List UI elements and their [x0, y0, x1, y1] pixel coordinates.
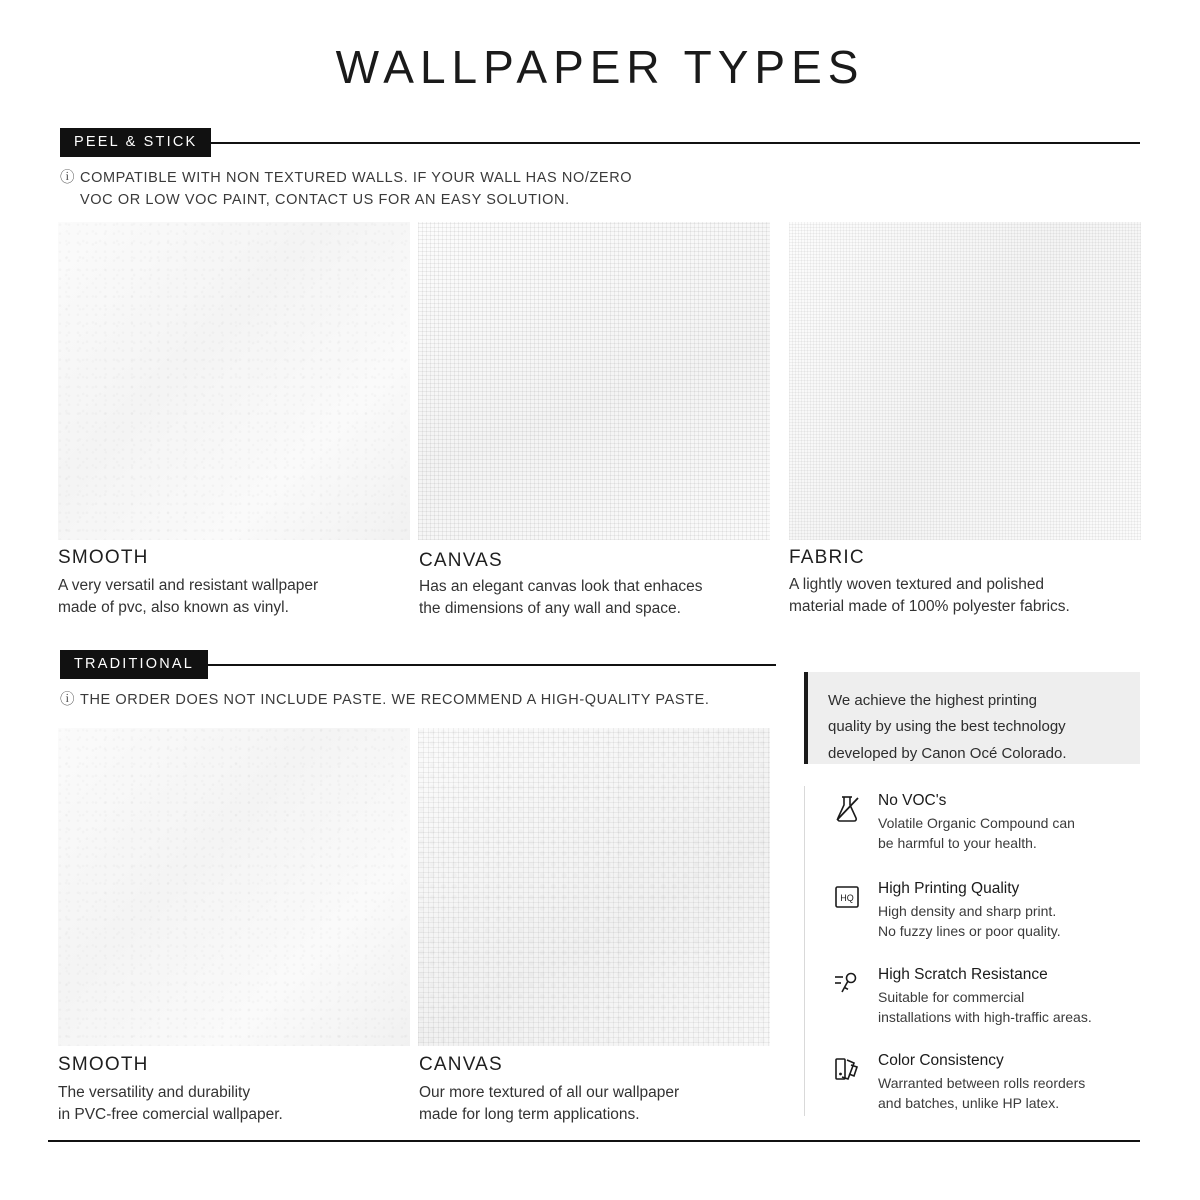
swatch-desc-line-1: Has an elegant canvas look that enhaces [419, 578, 703, 595]
feature-desc [878, 1073, 1085, 1114]
note-line-1: THE ORDER DOES NOT INCLUDE PASTE. WE RECOMMEND A HIGH-QUALITY PASTE. [80, 692, 710, 708]
section-divider [208, 664, 776, 666]
footer-divider [48, 1140, 1140, 1142]
page-title: WALLPAPER TYPES [335, 41, 865, 93]
feature-title: High Scratch Resistance [878, 966, 1048, 983]
scratch-resistance-icon [830, 966, 864, 1000]
color-swatch-icon [830, 1052, 864, 1086]
note-line-2: VOC OR LOW VOC PAINT, CONTACT US FOR AN EASY SOLUTION. [80, 191, 570, 208]
quote-line-1: We achieve the highest printing [828, 692, 1038, 709]
feature-desc-line-2: installations with high-traffic areas. [878, 1009, 1092, 1026]
feature-title: High Printing Quality [878, 880, 1020, 897]
feature-desc [878, 813, 1075, 854]
info-icon: ⓘ [60, 692, 76, 708]
section-tag-traditional: TRADITIONAL [60, 650, 208, 679]
swatch-title-fabric-peel-stick: FABRIC [789, 547, 865, 568]
feature-no-voc [830, 792, 1170, 854]
swatch-desc-fabric-peel-stick [789, 574, 1149, 619]
swatch-image-fabric-peel-stick [789, 222, 1141, 540]
feature-color-consistency [830, 1052, 1170, 1114]
note-peel-stick [60, 168, 1060, 212]
note-traditional [60, 690, 780, 712]
quote-line-2: quality by using the best technology [828, 718, 1066, 736]
section-header-traditional [60, 650, 776, 679]
quote-text [808, 672, 1085, 764]
feature-title: No VOC's [878, 792, 947, 809]
swatch-desc-canvas-peel-stick [419, 576, 759, 621]
swatch-image-smooth-traditional [58, 728, 410, 1046]
swatch-desc-line-2: the dimensions of any wall and space. [419, 600, 681, 618]
swatch-image-canvas-traditional [418, 728, 770, 1046]
feature-desc-line-1: High density and sharp print. [878, 903, 1057, 919]
swatch-title-smooth-peel-stick: SMOOTH [58, 547, 149, 568]
swatch-desc-smooth-traditional [58, 1082, 398, 1127]
quote-line-3: developed by Canon Océ Colorado. [828, 744, 1067, 762]
swatch-desc-line-2: in PVC-free comercial wallpaper. [58, 1106, 283, 1124]
swatch-desc-line-2: material made of 100% polyester fabrics. [789, 598, 1070, 616]
swatch-desc-line-1: The versatility and durability [58, 1084, 251, 1101]
swatch-title-canvas-traditional: CANVAS [419, 1054, 503, 1075]
swatch-desc-line-1: Our more textured of all our wallpaper [419, 1084, 680, 1101]
swatch-desc-canvas-traditional [419, 1082, 759, 1127]
feature-desc-line-1: Volatile Organic Compound can [878, 815, 1075, 831]
feature-desc-line-2: be harmful to your health. [878, 835, 1037, 852]
feature-high-printing-quality [830, 880, 1170, 942]
svg-text:HQ: HQ [840, 893, 854, 903]
swatch-title-canvas-peel-stick: CANVAS [419, 550, 503, 571]
swatch-desc-line-1: A lightly woven textured and polished [789, 576, 1045, 593]
note-line-1: COMPATIBLE WITH NON TEXTURED WALLS. IF YOUR WALL HAS NO/ZERO [80, 170, 633, 186]
feature-desc-line-2: and batches, unlike HP latex. [878, 1095, 1060, 1112]
section-divider [211, 142, 1140, 144]
no-voc-flask-icon [830, 792, 864, 826]
feature-desc-line-1: Suitable for commercial [878, 989, 1025, 1005]
feature-desc-line-2: No fuzzy lines or poor quality. [878, 923, 1061, 940]
swatch-title-smooth-traditional: SMOOTH [58, 1054, 149, 1075]
hq-badge-icon [830, 880, 864, 914]
feature-scratch-resistance [830, 966, 1170, 1028]
swatch-image-canvas-peel-stick [418, 222, 770, 540]
swatch-desc-line-1: A very versatil and resistant wallpaper [58, 577, 319, 594]
section-header-peel-stick [60, 128, 1140, 157]
features-divider [804, 786, 805, 1116]
swatch-image-smooth-peel-stick [58, 222, 410, 540]
swatch-desc-smooth-peel-stick [58, 575, 398, 620]
feature-desc-line-1: Warranted between rolls reorders [878, 1075, 1086, 1091]
quality-quote-box [804, 672, 1140, 764]
swatch-desc-line-2: made for long term applications. [419, 1106, 640, 1124]
info-icon: ⓘ [60, 170, 76, 186]
feature-desc [878, 987, 1092, 1028]
feature-desc [878, 901, 1061, 942]
section-tag-peel-stick: PEEL & STICK [60, 128, 211, 157]
swatch-desc-line-2: made of pvc, also known as vinyl. [58, 599, 289, 617]
feature-title: Color Consistency [878, 1052, 1004, 1069]
